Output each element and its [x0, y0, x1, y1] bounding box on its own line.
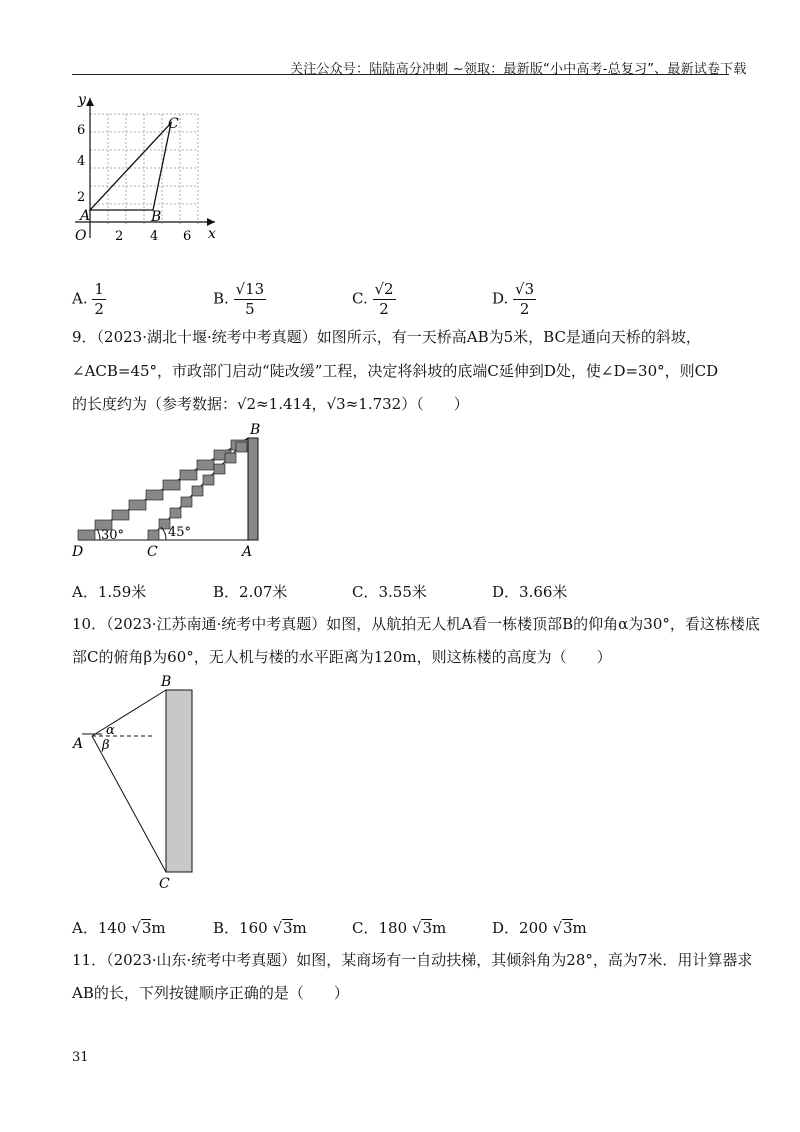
option-label: C.	[352, 289, 368, 308]
q10-option-d[interactable]: D．200 √3m	[492, 919, 587, 937]
y-tick-2: 2	[77, 190, 86, 205]
angle-45-label: 45°	[168, 525, 192, 540]
q10-option-b[interactable]: B．160 √3m	[213, 919, 307, 937]
q9-option-b[interactable]	[213, 581, 287, 602]
q8-option-c[interactable]	[352, 280, 396, 319]
q10-option-c[interactable]: C．180 √3m	[352, 919, 447, 937]
triangle-abc	[90, 123, 171, 210]
point-c-label: C	[159, 876, 170, 892]
q8-coordinate-graph	[65, 88, 225, 248]
point-d-label: D	[72, 544, 84, 560]
angle-beta-label: β	[102, 738, 110, 753]
radicand: 3	[141, 919, 152, 937]
point-a-label: A	[242, 544, 253, 560]
q9-line-1: 9．（2023·湖北十堰·统考中考真题）如图所示，有一天桥高AB为5米，BC是通向天桥的斜坡，	[72, 328, 701, 346]
q11-line-2: AB的长，下列按键顺序正确的是（ ）	[72, 984, 349, 1002]
point-b-label: B	[250, 422, 261, 438]
x-tick-2: 2	[115, 229, 124, 244]
angle-alpha-label: α	[106, 723, 115, 738]
y-tick-4: 4	[77, 154, 86, 169]
radicand: 3	[283, 919, 293, 937]
q9-line-3: 的长度约为（参考数据：√2≈1.414，√3≈1.732）（ ）	[72, 395, 469, 413]
page-header: 关注公众号：陆陆高分冲刺 ~领取：最新版“小中高考-总复习”、最新试卷下载	[290, 62, 747, 77]
q9-line-2: ∠ACB=45°，市政部门启动“陡改缓”工程，决定将斜坡的底端C延伸到D处，使∠D=30°，则CD	[72, 362, 719, 380]
option-unit: m	[292, 919, 307, 937]
fraction: $\frac{√13}{5}$	[235, 280, 265, 318]
y-tick-6: 6	[77, 123, 86, 138]
page-number: 31	[72, 1050, 89, 1065]
fraction: $\frac{√3}{2}$	[515, 280, 535, 318]
option-label: A.	[72, 289, 88, 308]
origin-label: O	[75, 228, 87, 244]
option-unit: m	[432, 919, 447, 937]
option-unit: m	[572, 919, 587, 937]
q10-drone-figure	[68, 670, 208, 895]
x-tick-4: 4	[150, 229, 159, 244]
q10-line-2: 部C的俯角β为60°，无人机与楼的水平距离为120m，则这栋楼的高度为（ ）	[72, 648, 612, 666]
point-b-label: B	[151, 209, 162, 225]
option-label: D．	[492, 919, 520, 937]
option-label: C．	[352, 919, 379, 937]
q8-option-a[interactable]	[72, 280, 106, 319]
fraction: $\frac{1}{2}$	[94, 280, 104, 318]
q9-bridge-figure	[70, 418, 280, 563]
x-tick-6: 6	[183, 229, 192, 244]
radicand: 3	[422, 919, 432, 937]
radicand: 3	[563, 919, 573, 937]
option-label: B.	[213, 289, 229, 308]
point-c-label: C	[147, 544, 158, 560]
option-coef: 200	[519, 919, 548, 937]
option-coef: 160	[239, 919, 268, 937]
option-value: 3.66米	[519, 583, 568, 601]
point-b-label: B	[161, 674, 172, 690]
option-label: D.	[492, 289, 509, 308]
option-value: 2.07米	[239, 583, 288, 601]
angle-30-label: 30°	[101, 528, 125, 543]
y-axis-label: y	[78, 92, 86, 108]
point-c-label: C	[168, 116, 179, 132]
option-label: B．	[213, 919, 240, 937]
option-label: A．	[72, 583, 98, 601]
fraction: $\frac{√2}{2}$	[374, 280, 394, 318]
option-value: 1.59米	[97, 583, 147, 601]
x-axis-label: x	[208, 226, 216, 242]
q8-option-d[interactable]	[492, 280, 536, 319]
option-label: C．	[352, 583, 379, 601]
q9-option-c[interactable]	[352, 581, 427, 602]
point-a-label: A	[80, 208, 91, 224]
q8-option-b[interactable]	[213, 280, 266, 319]
option-coef: 180	[378, 919, 408, 937]
option-unit: m	[151, 919, 166, 937]
point-a-label: A	[73, 736, 84, 752]
q10-option-a[interactable]: A．140 √3m	[72, 919, 166, 937]
option-label: B．	[213, 583, 240, 601]
option-value: 3.55米	[378, 583, 427, 601]
q9-option-a[interactable]	[72, 581, 146, 602]
option-label: D．	[492, 583, 520, 601]
option-label: A．	[72, 919, 98, 937]
option-coef: 140	[97, 919, 127, 937]
q9-option-d[interactable]	[492, 581, 567, 602]
header-divider	[72, 74, 729, 75]
q10-line-1: 10．（2023·江苏南通·统考中考真题）如图，从航拍无人机A看一栋楼顶部B的仰角α为30°，看这栋楼底	[72, 615, 760, 633]
q11-line-1: 11．（2023·山东·统考中考真题）如图，某商场有一自动扶梯，其倾斜角为28°，高为7米．用计算器求	[72, 951, 753, 969]
